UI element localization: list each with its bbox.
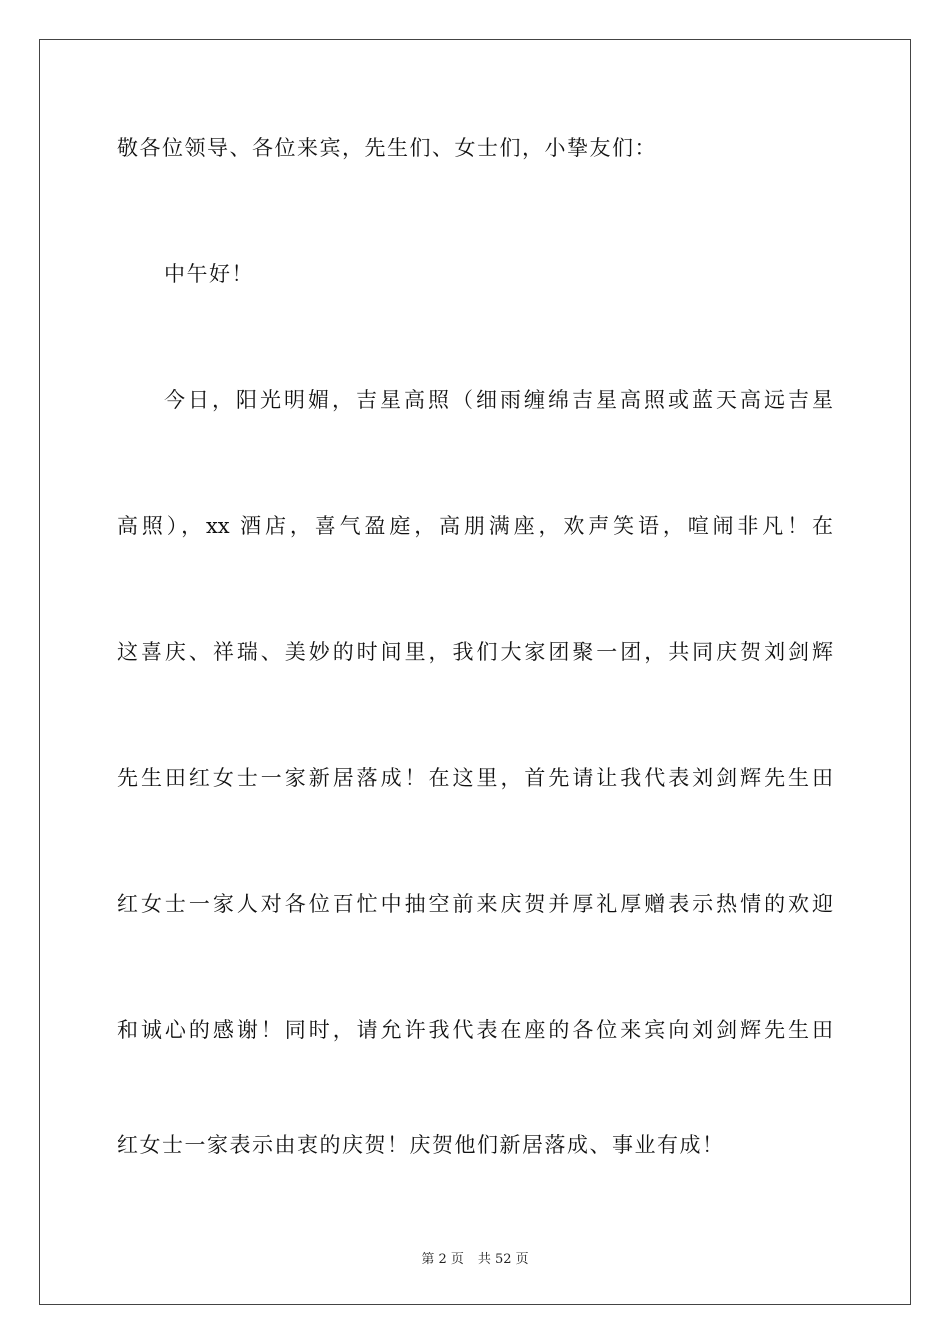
greeting-line: 中午好！: [164, 262, 254, 286]
paragraph-line-7: 红女士一家表示由衷的庆贺！庆贺他们新居落成、事业有成！: [117, 1133, 725, 1157]
paragraph-line-4: 先生田红女士一家新居落成！在这里，首先请让我代表刘剑辉先生田: [117, 766, 833, 790]
paragraph-line-5: 红女士一家人对各位百忙中抽空前来庆贺并厚礼厚赠表示热情的欢迎: [117, 892, 833, 916]
page-number: 第 2 页: [421, 1252, 464, 1267]
page-border: [39, 39, 911, 1305]
paragraph-line-2: 高照），xx 酒店，喜气盈庭，高朋满座，欢声笑语，喧闹非凡！在: [117, 514, 833, 538]
paragraph-line-3: 这喜庆、祥瑞、美妙的时间里，我们大家团聚一团，共同庆贺刘剑辉: [117, 640, 833, 664]
paragraph-line-6: 和诚心的感谢！同时，请允许我代表在座的各位来宾向刘剑辉先生田: [117, 1018, 833, 1042]
page-total: 共 52 页: [477, 1252, 529, 1267]
paragraph-line-1: 今日，阳光明媚，吉星高照（细雨缠绵吉星高照或蓝天高远吉星: [164, 388, 833, 412]
salutation-line: 敬各位领导、各位来宾，先生们、女士们，小挚友们：: [117, 136, 657, 160]
page-footer: [0, 1248, 950, 1267]
